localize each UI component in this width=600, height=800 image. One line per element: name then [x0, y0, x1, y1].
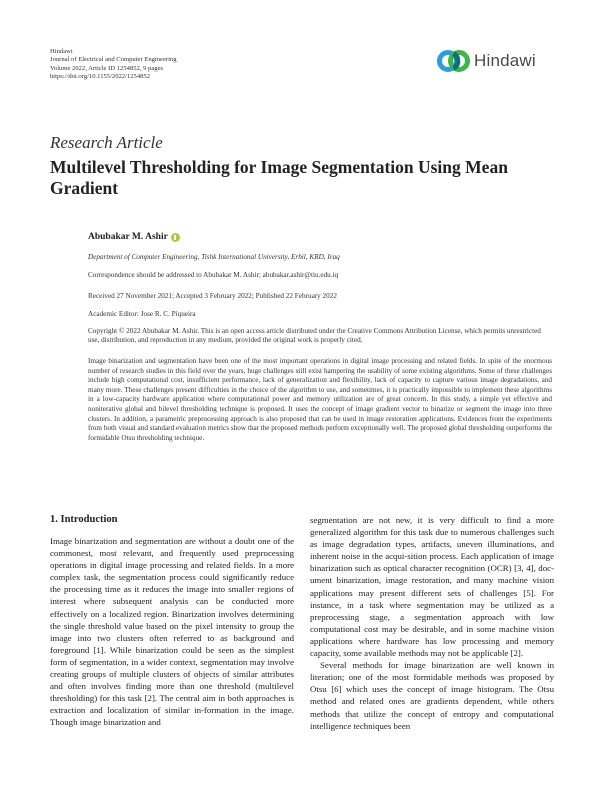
academic-editor: Academic Editor: Jose R. C. Piqueira: [88, 310, 196, 318]
volume-info: Volume 2022, Article ID 1254852, 9 pages: [50, 64, 164, 72]
paragraph: Several methods for image binarization are well known in literation; one of the most formidable methods was proposed by Otsu [6] which uses the concept of image histogram. The Otsu method and related ones are gradients dependent, while others methods that utilize the concept of entropy and computational intelligence techniques been: [310, 660, 554, 731]
author-line: [88, 232, 180, 242]
copyright-notice: Copyright © 2022 Abubakar M. Ashir. This is an open access article distributed under the Creative Commons Attribution License, which permits unrestricted use, distribution, and reproduction in any medium, provided the original work is properly cited.: [88, 327, 541, 345]
correspondence: Correspondence should be addressed to Abubakar M. Ashir; abubakar.ashir@tiu.edu.iq: [88, 271, 339, 279]
dates: Received 27 November 2021; Accepted 3 February 2022; Published 22 February 2022: [88, 292, 337, 300]
article-type: Research Article: [50, 133, 163, 152]
orcid-icon[interactable]: [171, 233, 180, 242]
section-title: 1. Introduction: [50, 514, 118, 525]
publisher-name: Hindawi: [50, 48, 73, 55]
logo-text: Hindawi: [474, 51, 536, 70]
left-column: [50, 535, 294, 729]
paragraph: segmentation are not new, it is very difficult to find a more generalized algorithm for this task due to numerous challenges such as image degradation types, artifacts, uneven illuminations, and inherent noise in the acqui-sition process. Each application of image binarization such as optical character recognition (OCR) [3, 4], doc-ument binarization, image restoration, and many machine vision applications may present different sets of challenges [5]. For instance, in a task where segmentation may be utilized as a preprocessing stage, a segmentation approach with low computational cost may be desirable, and in some machine vision applications where hardware has low processing and memory capacity, some available methods may not be applicable [2].: [310, 515, 554, 659]
author-name[interactable]: Abubakar M. Ashir: [88, 232, 168, 242]
right-column: [310, 514, 554, 732]
journal-name: Journal of Electrical and Computer Engineering: [50, 56, 177, 64]
affiliation: Department of Computer Engineering, Tishk International University, Erbil, KRD, Iraq: [88, 253, 340, 261]
doi-link[interactable]: https://doi.org/10.1155/2022/1254852: [50, 73, 151, 81]
journal-header: [50, 48, 177, 82]
hindawi-logo[interactable]: [437, 47, 557, 75]
hindawi-logo-icon: [437, 49, 471, 73]
paragraph: Image binarization and segmentation are without a doubt one of the commonest, most relevant, and frequently used preprocessing operations in digital image processing and related fields. In a more complex task, the segmentation process could significantly reduce the processing time as it reduces the image into smaller regions of interest where subsequent analysis can be conducted more effectively on a localized region. Binarization involves determining the single threshold value based on the pixel intensity to group the image into two clusters often referred to as background and foreground [1]. While binarization could be seen as the simplest form of segmentation, in a wider context, segmentation may involve creating groups of multiple clusters of objects of similar attributes and often involves finding more than one threshold (multilevel thresholding) for this task [2]. The central aim in both approaches is extraction and localization of similar in-formation in the image. Though image binarization and: [50, 536, 294, 728]
article-title: Multilevel Thresholding for Image Segmentation Using Mean Gradient: [50, 157, 508, 198]
abstract: Image binarization and segmentation have been one of the most important operations in digital image processing and related fields. In spite of the enormous number of research studies in this field over the years, huge challenges still exist hampering the usability of some existing algorithms. Some of these challenges include high computational cost, insufficient performance, lack of generalization and flexibility, lack of capacity to capture various image degradations, and many more. These challenges present difficulties in the choice of the algorithm to use, and sometimes, it is practically impossible to implement these algorithms in a low-capacity hardware application where computational power and memory utilization are of great concern. In this study, a simple yet effective and noniterative global and bilevel thresholding technique is proposed. It uses the concept of image gradient vector to binarize or segment the image into three clusters. In addition, a parametric preprocessing approach is also proposed that can be used in image restoration applications. Evidences from the experiments from both visual and standard evaluation metrics show that the proposed methods perform exceptionally well. The proposed global thresholding outperforms the formidable Otsu thresholding technique.: [88, 357, 552, 442]
